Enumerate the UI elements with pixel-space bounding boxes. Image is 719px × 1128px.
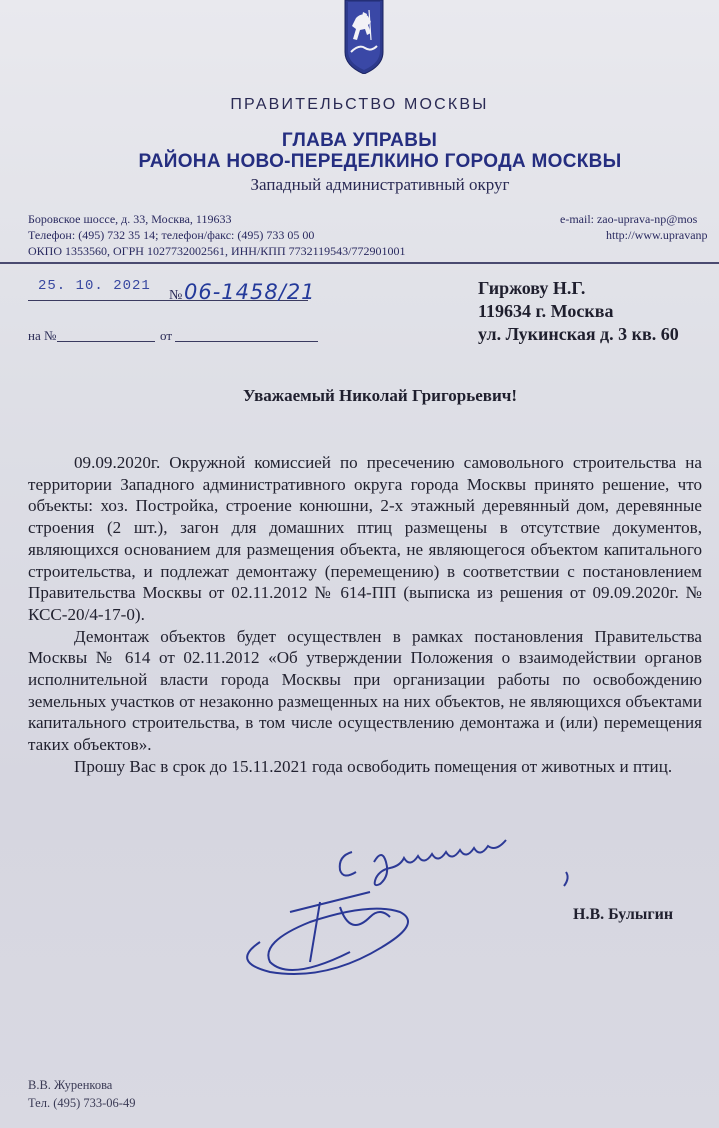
contact-online xyxy=(560,211,708,243)
greeting: Уважаемый Николай Григорьевич! xyxy=(243,386,517,405)
recipient-address xyxy=(478,277,679,346)
letter-body xyxy=(28,452,702,778)
contact-block xyxy=(28,211,406,259)
executor-phone: Тел. (495) 733-06-49 xyxy=(28,1096,136,1110)
letterhead-title-line2: РАЙОНА НОВО-ПЕРЕДЕЛКИНО ГОРОДА МОСКВЫ xyxy=(138,151,622,172)
government-title: ПРАВИТЕЛЬСТВО МОСКВЫ xyxy=(230,96,489,113)
contact-address: Боровское шоссе, д. 33, Москва, 119633 xyxy=(28,212,232,226)
reply-from-label: от xyxy=(160,328,173,343)
signer-name: Н.В. Булыгин xyxy=(573,906,674,923)
body-paragraph-1: 09.09.2020г. Окружной комиссией по пресечению самовольного строительства на территории Западного административного округа города Москвы принято решение, что объекты: хоз. Постройка, строение конюшни, 2-х этажный деревянный дом, деревянные строения (2 шт.), загон для домашних птиц размещены в отсутствие документов, являющихся основанием для размещения объекта, не являющегося объектом капитального строительства, и подлежат демонтажу (перемещению) в соответствии с постановлением Правительства Москвы от 02.11.2012 № 614-ПП (выписка из решения от 09.09.2020г. № КСС-20/4-17-0). xyxy=(28,453,702,624)
signature-mark xyxy=(220,872,450,992)
registration-number: 06-1458/21 xyxy=(184,280,316,304)
contact-phone: Телефон: (495) 732 35 14; телефон/факс: (495) 733 05 00 xyxy=(28,228,315,242)
recipient-street: ул. Лукинская д. 3 кв. 60 xyxy=(478,324,679,344)
reply-from-line xyxy=(175,341,318,342)
recipient-city: 119634 г. Москва xyxy=(478,301,614,321)
body-paragraph-2: Демонтаж объектов будет осуществлен в рамках постановления Правительства Москвы № 614 от 02.11.2012 «Об утверждении Положения о взаимодействии органов исполнительной власти города Москвы при организации работы по освобождению земельных участков от незаконно размещенных на них объектов, не являющихся объектами капитального строительства, в том числе осуществлению демонтажа и (или) перемещения таких объектов». xyxy=(28,626,702,755)
contact-website: http://www.upravanp xyxy=(606,228,708,242)
letterhead-title-line1: ГЛАВА УПРАВЫ xyxy=(281,130,438,151)
registration-number-label: № xyxy=(169,288,183,303)
moscow-coat-of-arms-icon xyxy=(343,0,385,74)
reply-to-label: на № xyxy=(28,328,57,343)
contact-codes: ОКПО 1353560, ОГРН 1027732002561, ИНН/КПП 7732119543/772901001 xyxy=(28,244,406,258)
executor-info xyxy=(28,1076,135,1112)
executor-name: В.В. Журенкова xyxy=(28,1078,113,1092)
recipient-name: Гиржову Н.Г. xyxy=(478,278,586,298)
district-name: Западный административный округ xyxy=(250,175,510,194)
reply-to-line xyxy=(57,341,155,342)
body-paragraph-3: Прошу Вас в срок до 15.11.2021 года освободить помещения от животных и птиц. xyxy=(74,756,673,776)
header-divider xyxy=(0,262,719,264)
contact-email: e-mail: zao-uprava-np@mos xyxy=(560,212,698,226)
registration-date: 25. 10. 2021 xyxy=(38,278,151,294)
